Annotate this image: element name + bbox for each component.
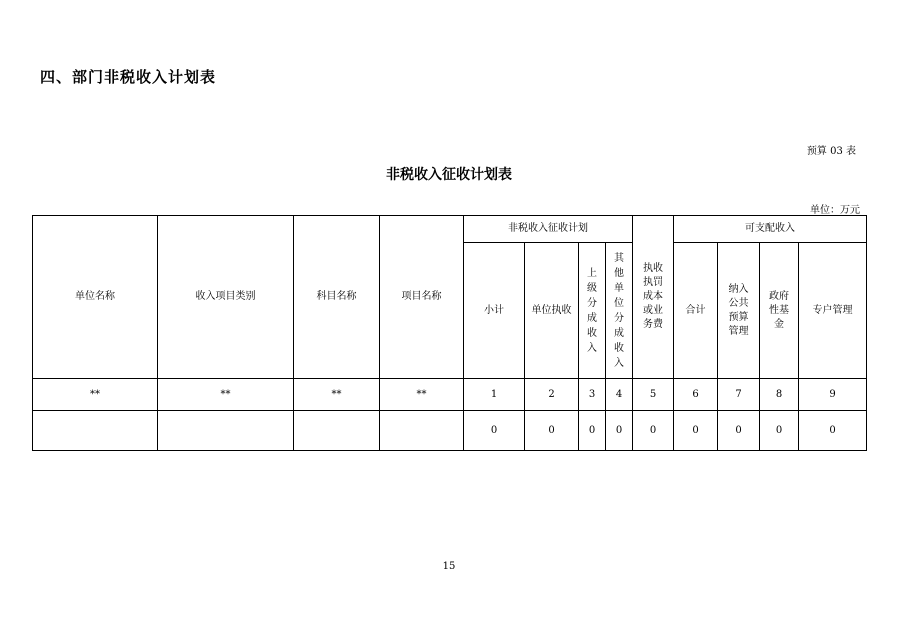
header-disposable-income-group: 可支配收入: [674, 216, 867, 243]
data-cell: 0: [606, 411, 633, 451]
code-cell: 5: [633, 379, 674, 411]
header-gov-fund: [760, 243, 799, 379]
code-cell: 8: [760, 379, 799, 411]
section-heading: 四、部门非税收入计划表: [40, 68, 217, 86]
header-enforcement-fees: [633, 216, 674, 379]
data-cell: [380, 411, 464, 451]
code-cell: 3: [579, 379, 606, 411]
code-cell: 1: [464, 379, 525, 411]
data-cell: 0: [760, 411, 799, 451]
data-cell: 0: [525, 411, 579, 451]
data-row: [33, 411, 867, 451]
code-cell: 9: [799, 379, 867, 411]
header-public-budget-text: 纳入公共预算管理: [728, 283, 749, 337]
table-title: 非税收入征收计划表: [386, 167, 512, 183]
data-cell: 0: [718, 411, 760, 451]
code-cell: **: [380, 379, 464, 411]
data-cell: 0: [579, 411, 606, 451]
header-row-top: [33, 216, 867, 243]
nontax-income-plan-table: [32, 215, 867, 451]
header-total: 合计: [674, 243, 718, 379]
code-cell: 2: [525, 379, 579, 411]
header-public-budget: [718, 243, 760, 379]
code-cell: 6: [674, 379, 718, 411]
page-number: 15: [442, 561, 456, 572]
code-cell: 4: [606, 379, 633, 411]
header-special-account: 专户管理: [799, 243, 867, 379]
code-cell: **: [294, 379, 380, 411]
header-other-unit-share-text: 其他单位分成收入: [614, 252, 624, 369]
header-gov-fund-text: 政府性基金: [769, 290, 789, 330]
data-cell: 0: [799, 411, 867, 451]
data-cell: 0: [633, 411, 674, 451]
header-project-name: 项目名称: [380, 216, 464, 379]
data-cell: [158, 411, 294, 451]
header-unit-collection: 单位执收: [525, 243, 579, 379]
data-cell: 0: [674, 411, 718, 451]
data-cell: [33, 411, 158, 451]
data-cell: 0: [464, 411, 525, 451]
code-cell: **: [158, 379, 294, 411]
data-cell: [294, 411, 380, 451]
header-superior-unit-share-text: 上级分成收入: [587, 267, 597, 354]
form-code-label: 预算 03 表: [806, 146, 856, 157]
code-row: [33, 379, 867, 411]
header-other-unit-share: [606, 243, 633, 379]
header-income-item-category: 收入项目类别: [158, 216, 294, 379]
header-enforcement-fees-text: 执收执罚成本或业务费: [643, 263, 663, 330]
header-subject-name: 科目名称: [294, 216, 380, 379]
header-superior-unit-share: [579, 243, 606, 379]
code-cell: 7: [718, 379, 760, 411]
unit-note: 单位：万元: [810, 205, 860, 216]
code-cell: **: [33, 379, 158, 411]
header-unit-name: 单位名称: [33, 216, 158, 379]
header-subtotal: 小计: [464, 243, 525, 379]
header-nontax-plan-group: 非税收入征收计划: [464, 216, 633, 243]
